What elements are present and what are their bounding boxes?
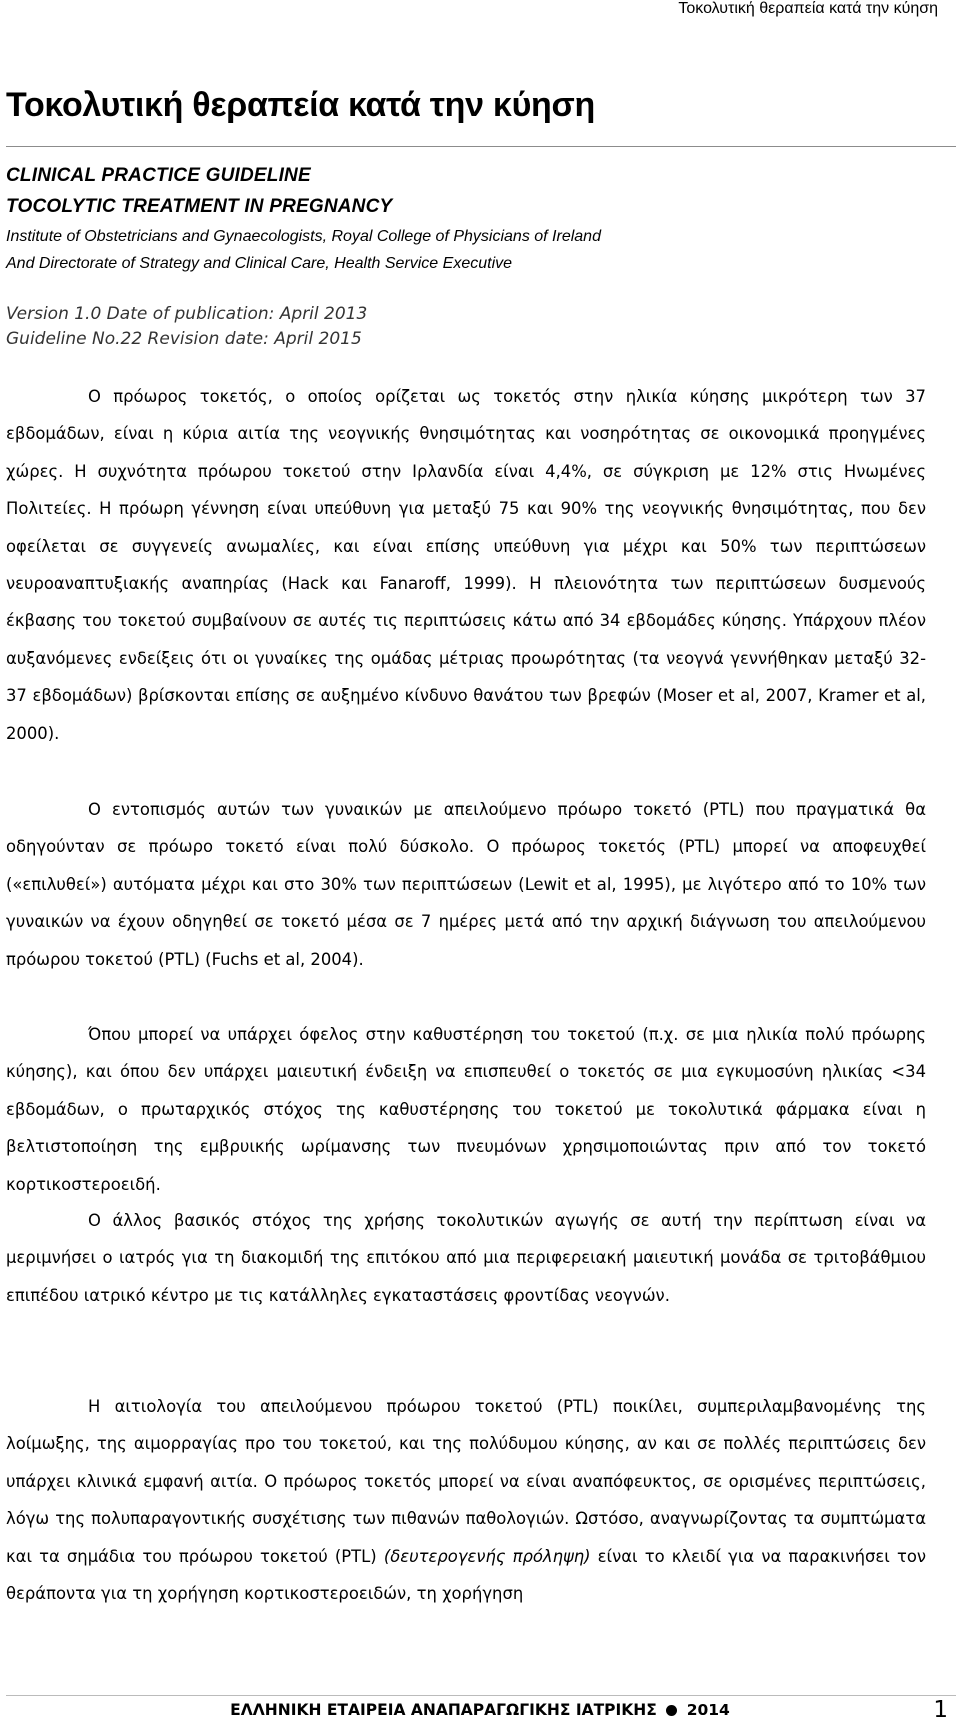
guideline-label: CLINICAL PRACTICE GUIDELINE [6,165,311,186]
footer-divider [6,1695,956,1696]
paragraph-ptl-identification: Ο εντοπισμός αυτών των γυναικών με απειλούμενο πρόωρο τοκετό (PTL) που πραγματικά θα οδηγούνταν σε πρόωρο τοκετό είναι πολύ δύσκολο. Ο πρόωρος τοκετός (PTL) μπορεί να αποφευχθεί («επιλυθεί») αυτόματα μέχρι και στο 30% των περιπτώσεων (Lewit et al, 1995), με λιγότερο από το 10% των γυναικών να έχουν οδηγηθεί σε τοκετό μέσα σε 7 ημέρες μετά από την αρχική διάγνωση του απειλούμενου πρόωρου τοκετού (PTL) (Fuchs et al, 2004). [6,800,926,969]
paragraph-delay-benefit: Όπου μπορεί να υπάρχει όφελος στην καθυστέρηση του τοκετού (π.χ. σε μια ηλικία πολύ πρόωρης κύησης), και όπου δεν υπάρχει μαιευτική ένδειξη να επισπευθεί ο τοκετός σε μια εγκυμοσύνη ηλικίας <34 εβδομάδων, ο πρωταρχικός στόχος της καθυστέρησης του τοκετού με τοκολυτικά φάρμακα είναι η βελτιστοποίηση της εμβρυικής ωρίμανσης των πνευμόνων χρησιμοποιώντας πριν από τον τοκετό κορτικοστεροειδή. [6,1025,926,1194]
running-header: Τοκολυτική θεραπεία κατά την κύηση [678,0,938,17]
paragraph-preterm-birth: Ο πρόωρος τοκετός, ο οποίος ορίζεται ως τοκετός στην ηλικία κύησης μικρότερη των 37 εβδομάδων, είναι η κύρια αιτία της νεογνικής θνησιμότητας και νοσηρότητας σε οικονομικά προηγμένες χώρες. Η συχνότητα πρόωρου τοκετού στην Ιρλανδία είναι 4,4%, σε σύγκριση με 12% στις Ηνωμένες Πολιτείες. Η πρόωρη γέννηση είναι υπεύθυνη για μεταξύ 75 και 90% της νεογνικής θνησιμότητας, που δεν οφείλεται σε συγγενείς ανωμαλίες, και είναι επίσης υπεύθυνη για μέχρι και 50% των περιπτώσεων νευροαναπτυξιακής αναπηρίας (Hack και Fanaroff, 1999). Η πλειονότητα των περιπτώσεων δυσμενούς έκβασης του τοκετού συμβαίνουν σε αυτές τις περιπτώσεις κάτω από 34 εβδομάδες κύησης. Υπάρχουν πλέον αυξανόμενες ενδείξεις ότι οι γυναίκες της ομάδας μέτριας προωρότητας (τα νεογνά γεννήθηκαν μεταξύ 32-37 εβδομάδων) βρίσκονται επίσης σε αυξημένο κίνδυνο θανάτου των βρεφών (Moser et al, 2007, Kramer et al, 2000). [6,387,926,743]
title-divider [6,146,956,147]
footer [0,1701,960,1719]
guideline-topic: TOCOLYTIC TREATMENT IN PREGNANCY [6,196,393,217]
etiology-text-end: είναι το κλειδί για να παρακινήσει τον θεράποντα για τη χορήγηση κορτικοστεροειδών, τη χορήγηση [6,1546,926,1604]
version-line: Version 1.0 Date of publication: April 2013 [6,304,368,324]
guideline-institute: Institute of Obstetricians and Gynaecologists, Royal College of Physicians of Ireland [6,228,601,245]
guideline-directorate: And Directorate of Strategy and Clinical Care, Health Service Executive [6,255,513,272]
paragraph-etiology [6,1388,926,1612]
footer-society: ΕΛΛΗΝΙΚΗ ΕΤΑΙΡΕΙΑ ΑΝΑΠΑΡΑΓΩΓΙΚΗΣ ΙΑΤΡΙΚΗΣ [230,1701,657,1719]
etiology-text: Η αιτιολογία του απειλούμενου πρόωρου τοκετού (PTL) ποικίλει, συμπεριλαμβανομένης της λοίμωξης, της αιμορραγίας προ του τοκετού, και της πολύδυμου κύησης, αν και σε πολλές περιπτώσεις δεν υπάρχει κλινικά εμφανή αιτία. Ο πρόωρος τοκετός μπορεί να είναι αναπόφευκτος, σε ορισμένες περιπτώσεις, λόγω της πολυπαραγοντικής συσχέτισης των πιθανών παθολογιών. Ωστόσο, αναγνωρίζοντας τα συμπτώματα και τα σημάδια του πρόωρου τοκετού (PTL) [6,1397,926,1566]
page-title: Τοκολυτική θεραπεία κατά την κύηση [6,86,595,124]
paragraph-transfer-goal: Ο άλλος βασικός στόχος της χρήσης τοκολυτικών αγωγής σε αυτή την περίπτωση είναι να μεριμνήσει ο ιατρός για τη διακομιδή της επιτόκου από μια περιφερειακή μαιευτική μονάδα σε τριτοβάθμιου επιπέδου ιατρικό κέντρο με τις κατάλληλες εγκαταστάσεις φροντίδας νεογνών. [6,1211,926,1305]
guideline-number-line: Guideline No.22 Revision date: April 2015 [6,329,362,349]
footer-year: 2014 [686,1701,730,1719]
bullet-dot-icon [666,1705,677,1716]
page-number: 1 [933,1697,948,1723]
secondary-prevention-italic: (δευτερογενής πρόληψη) [383,1546,591,1566]
